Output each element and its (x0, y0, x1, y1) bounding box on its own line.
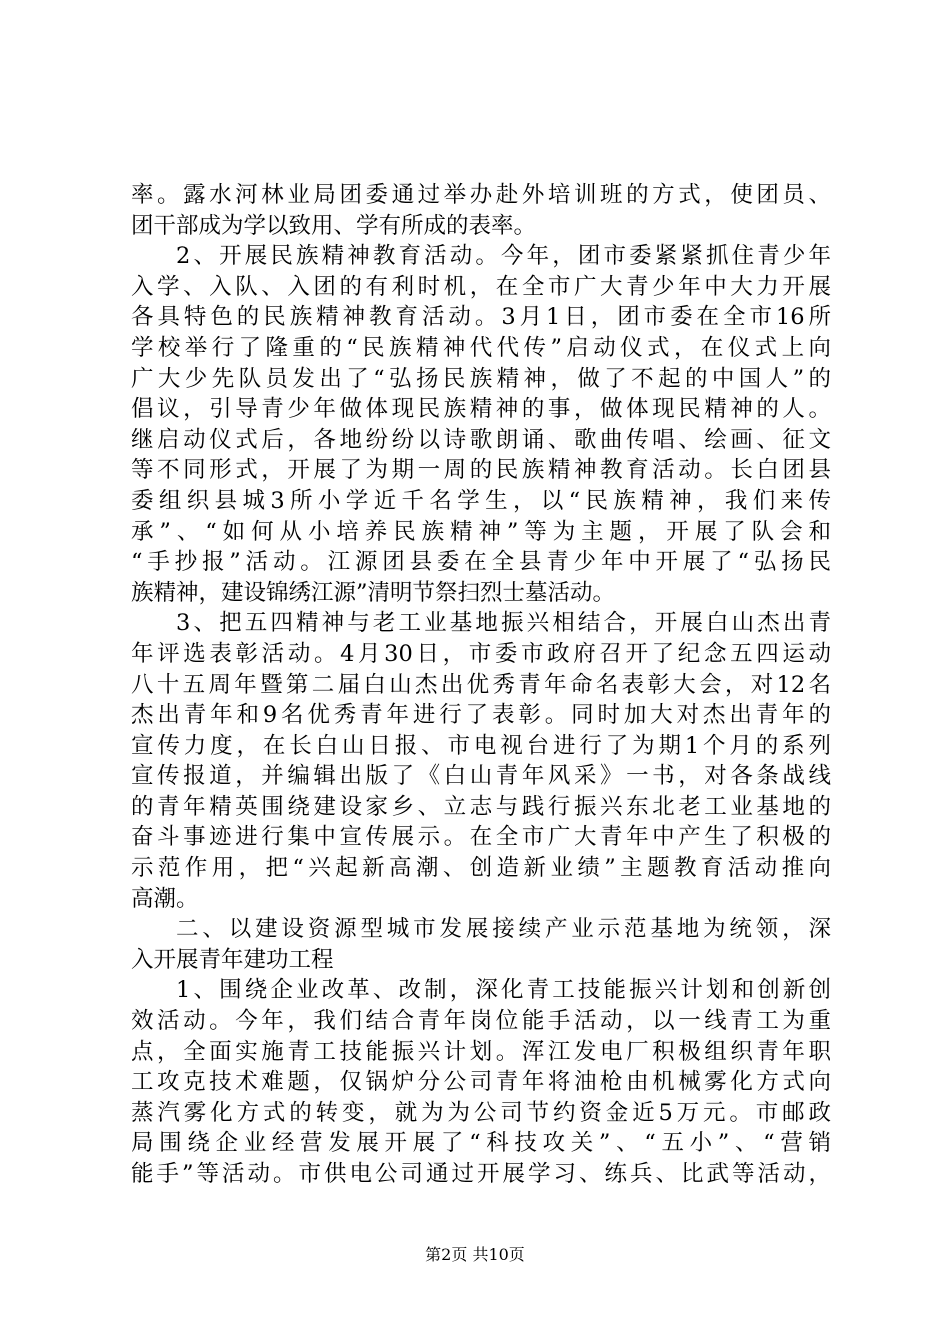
text-line: 3、把五四精神与老工业基地振兴相结合，开展白山杰出青 (176, 610, 831, 637)
text-line: “手抄报”活动。江源团县委在全县青少年中开展了“弘扬民 (131, 549, 831, 576)
text-line: 率。露水河林业局团委通过举办赴外培训班的方式，使团员、 (131, 182, 831, 208)
text-line: 年评选表彰活动。4月30日，市委市政府召开了纪念五四运动 (131, 640, 831, 667)
text-line: 倡议，引导青少年做体现民族精神的事，做体现民精神的人。 (131, 396, 831, 423)
text-line: 蒸汽雾化方式的转变，就为为公司节约资金近5万元。市邮政 (131, 1099, 831, 1126)
text-line: 委组织县城3所小学近千名学生，以“民族精神，我们来传 (131, 487, 831, 514)
text-line: 族精神，建设锦绣江源”清明节祭扫烈士墓活动。 (131, 579, 616, 606)
text-line: 局围绕企业经营发展开展了“科技攻关”、“五小”、“营销 (131, 1130, 831, 1157)
text-line: 2、开展民族精神教育活动。今年，团市委紧紧抓住青少年 (176, 243, 831, 270)
text-line: 八十五周年暨第二届白山杰出优秀青年命名表彰大会，对12名 (131, 671, 831, 698)
text-line: 效活动。今年，我们结合青年岗位能手活动，以一线青工为重 (131, 1008, 831, 1035)
page-footer: 第2页 共10页 (425, 1245, 525, 1264)
text-line: 学校举行了隆重的“民族精神代代传”启动仪式，在仪式上向 (131, 334, 831, 361)
text-line: 入学、入队、入团的有利时机，在全市广大青少年中大力开展 (131, 273, 831, 300)
text-line: 二、以建设资源型城市发展接续产业示范基地为统领，深 (176, 916, 831, 943)
text-line: 杰出青年和9名优秀青年进行了表彰。同时加大对杰出青年的 (131, 702, 831, 729)
text-line: 宣传报道，并编辑出版了《白山青年风采》一书，对各条战线 (131, 763, 831, 790)
text-line: 点，全面实施青工技能振兴计划。浑江发电厂积极组织青年职 (131, 1038, 831, 1065)
text-line: 奋斗事迹进行集中宣传展示。在全市广大青年中产生了积极的 (131, 824, 831, 851)
text-line: 广大少先队员发出了“弘扬民族精神，做了不起的中国人”的 (131, 365, 831, 392)
text-line: 的青年精英围绕建设家乡、立志与践行振兴东北老工业基地的 (131, 793, 831, 820)
text-line: 示范作用，把“兴起新高潮、创造新业绩”主题教育活动推向 (131, 855, 831, 882)
text-line: 能手”等活动。市供电公司通过开展学习、练兵、比武等活动， (131, 1161, 831, 1187)
body-text (131, 180, 831, 1190)
text-line: 等不同形式，开展了为期一周的民族精神教育活动。长白团县 (131, 457, 831, 484)
text-line: 团干部成为学以致用、学有所成的表率。 (131, 212, 537, 239)
text-line: 1、围绕企业改革、改制，深化青工技能振兴计划和创新创 (176, 977, 831, 1004)
text-line: 高潮。 (131, 885, 199, 912)
text-line: 各具特色的民族精神教育活动。3月1日，团市委在全市16所 (131, 304, 831, 331)
text-line: 工攻克技术难题，仅锅炉分公司青年将油枪由机械雾化方式向 (131, 1069, 831, 1096)
text-line: 继启动仪式后，各地纷纷以诗歌朗诵、歌曲传唱、绘画、征文 (131, 426, 831, 453)
text-line: 宣传力度，在长白山日报、市电视台进行了为期1个月的系列 (131, 732, 831, 759)
text-line: 入开展青年建功工程 (131, 946, 334, 973)
text-line: 承”、“如何从小培养民族精神”等为主题，开展了队会和 (131, 518, 831, 545)
